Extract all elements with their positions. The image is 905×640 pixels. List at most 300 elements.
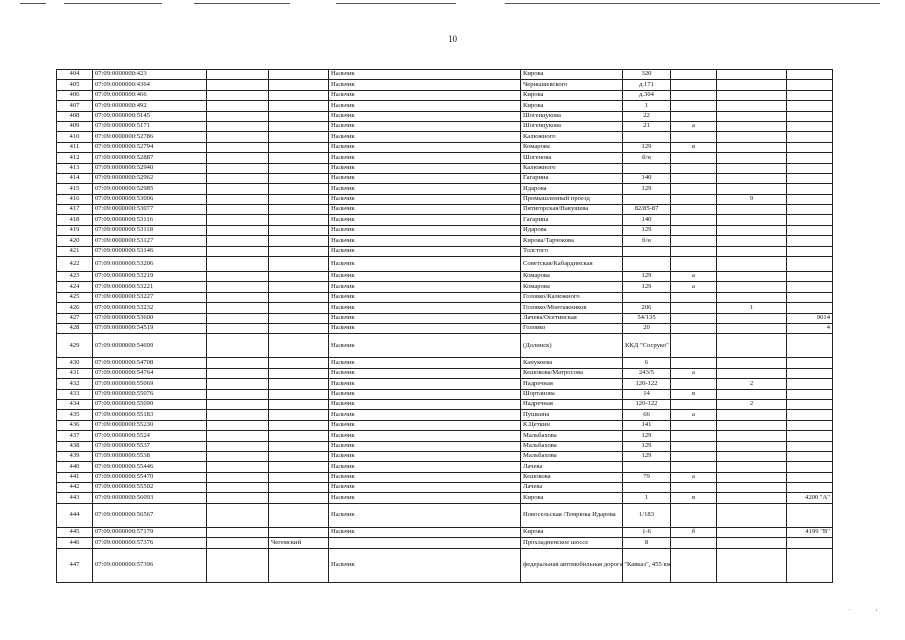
cell-street: Советская/Кабардинская <box>521 257 623 272</box>
cell-number: 412 <box>57 153 93 163</box>
cell-house: д.171 <box>623 80 671 90</box>
cell-letter <box>671 303 717 313</box>
cell-number: 404 <box>57 70 93 80</box>
cell-empty <box>207 184 269 194</box>
cell-building <box>717 323 787 333</box>
cell-district <box>269 132 329 142</box>
cell-number: 424 <box>57 282 93 292</box>
cell-building <box>717 101 787 111</box>
cell-extra <box>787 303 833 313</box>
cell-city: Нальчик <box>329 132 521 142</box>
cell-cadastral-number: 07:09:0000000:57179 <box>93 527 207 537</box>
cell-district <box>269 441 329 451</box>
table-row <box>57 121 833 131</box>
cell-street: Лачева <box>521 483 623 493</box>
cell-house: б/н <box>623 236 671 246</box>
cell-empty <box>207 282 269 292</box>
cell-number: 423 <box>57 272 93 282</box>
cell-empty <box>207 431 269 441</box>
table-row <box>57 313 833 323</box>
cell-number: 442 <box>57 483 93 493</box>
cell-cadastral-number: 07:09:0000000:55502 <box>93 483 207 493</box>
table-row <box>57 101 833 111</box>
cell-cadastral-number: 07:09:0000000:53227 <box>93 292 207 302</box>
cell-city: Нальчик <box>329 493 521 503</box>
cell-number: 443 <box>57 493 93 503</box>
cell-house: 120-122 <box>623 379 671 389</box>
cell-number: 414 <box>57 173 93 183</box>
cell-extra <box>787 246 833 256</box>
cell-street: Лачева/Осетинская <box>521 313 623 323</box>
cell-building <box>717 420 787 430</box>
cell-cadastral-number: 07:09:0000000:4364 <box>93 80 207 90</box>
cell-city: Нальчик <box>329 246 521 256</box>
cell-house <box>623 132 671 142</box>
cell-number: 420 <box>57 236 93 246</box>
cell-number: 417 <box>57 205 93 215</box>
cell-letter: а <box>671 121 717 131</box>
table-row <box>57 303 833 313</box>
cell-street: Кешокова/Матросова <box>521 368 623 378</box>
cell-letter <box>671 323 717 333</box>
cell-letter <box>671 246 717 256</box>
cell-city: Нальчик <box>329 379 521 389</box>
cell-extra <box>787 538 833 548</box>
cell-city: Нальчик <box>329 358 521 368</box>
cell-number: 409 <box>57 121 93 131</box>
cell-city: Нальчик <box>329 90 521 100</box>
cell-empty <box>207 538 269 548</box>
cell-street: Канукоева <box>521 358 623 368</box>
cell-city: Нальчик <box>329 389 521 399</box>
cell-street: Гагарина <box>521 173 623 183</box>
cell-cadastral-number: 07:09:0000000:54699 <box>93 334 207 358</box>
cell-number: 405 <box>57 80 93 90</box>
cell-building <box>717 111 787 121</box>
cell-empty <box>207 101 269 111</box>
cell-city: Нальчик <box>329 462 521 472</box>
cell-city: Нальчик <box>329 111 521 121</box>
cell-extra <box>787 503 833 527</box>
cell-extra <box>787 451 833 461</box>
cell-district <box>269 389 329 399</box>
cell-extra <box>787 282 833 292</box>
cell-house: 1 <box>623 493 671 503</box>
table-row <box>57 483 833 493</box>
cell-cadastral-number: 07:09:0000000:52794 <box>93 142 207 152</box>
cell-number: 435 <box>57 410 93 420</box>
cell-street: Идарова <box>521 184 623 194</box>
cell-district <box>269 225 329 235</box>
cell-empty <box>207 410 269 420</box>
cell-street: Шортанова <box>521 389 623 399</box>
cell-city: Нальчик <box>329 194 521 204</box>
cell-number: 425 <box>57 292 93 302</box>
cell-cadastral-number: 07:09:0000000:55230 <box>93 420 207 430</box>
cell-street: Шогенцукова <box>521 121 623 131</box>
cell-city: Нальчик <box>329 292 521 302</box>
cell-empty <box>207 272 269 282</box>
registry-rows <box>57 70 833 583</box>
cell-house: 140 <box>623 173 671 183</box>
cell-number: 422 <box>57 257 93 272</box>
cell-city: Нальчик <box>329 282 521 292</box>
cell-district <box>269 111 329 121</box>
cell-city: Нальчик <box>329 503 521 527</box>
cell-district <box>269 303 329 313</box>
cell-building <box>717 282 787 292</box>
cell-city: Нальчик <box>329 80 521 90</box>
cell-extra <box>787 153 833 163</box>
cell-city: Нальчик <box>329 548 521 582</box>
cell-extra <box>787 194 833 204</box>
cell-letter <box>671 111 717 121</box>
cell-extra <box>787 358 833 368</box>
cell-building <box>717 70 787 80</box>
cell-house: 1 <box>623 101 671 111</box>
cell-building <box>717 90 787 100</box>
table-row <box>57 132 833 142</box>
cell-cadastral-number: 07:09:0000000:492 <box>93 101 207 111</box>
cell-number: 440 <box>57 462 93 472</box>
cell-extra <box>787 272 833 282</box>
header-rule-5 <box>505 3 880 4</box>
cell-extra <box>787 142 833 152</box>
cell-building: 2 <box>717 399 787 409</box>
cell-empty <box>207 399 269 409</box>
cell-building <box>717 431 787 441</box>
cell-building <box>717 272 787 282</box>
cell-house <box>623 257 671 272</box>
cell-cadastral-number: 07:09:0000000:466 <box>93 90 207 100</box>
cell-building <box>717 538 787 548</box>
cell-district <box>269 121 329 131</box>
cell-building <box>717 153 787 163</box>
cell-extra <box>787 431 833 441</box>
cell-city: Нальчик <box>329 334 521 358</box>
cell-building <box>717 292 787 302</box>
cell-district <box>269 358 329 368</box>
cell-city <box>329 538 521 548</box>
cell-empty <box>207 313 269 323</box>
table-row <box>57 163 833 173</box>
cell-extra <box>787 410 833 420</box>
cell-letter: а <box>671 410 717 420</box>
table-row <box>57 173 833 183</box>
cell-city: Нальчик <box>329 205 521 215</box>
cell-building <box>717 462 787 472</box>
cell-number: 431 <box>57 368 93 378</box>
table-row <box>57 111 833 121</box>
cell-district <box>269 292 329 302</box>
cell-district <box>269 493 329 503</box>
cell-building <box>717 121 787 131</box>
cell-letter <box>671 483 717 493</box>
cell-extra <box>787 399 833 409</box>
cell-letter <box>671 548 717 582</box>
cell-street: Надречная <box>521 399 623 409</box>
cell-building: 2 <box>717 379 787 389</box>
table-row <box>57 236 833 246</box>
cell-district <box>269 153 329 163</box>
cell-empty <box>207 80 269 90</box>
cell-district <box>269 451 329 461</box>
cell-building: 1 <box>717 303 787 313</box>
cell-letter <box>671 358 717 368</box>
cell-street: Головко/Калюжного <box>521 292 623 302</box>
cell-extra <box>787 334 833 358</box>
cell-cadastral-number: 07:09:0000000:53146 <box>93 246 207 256</box>
cell-number: 413 <box>57 163 93 173</box>
cell-building <box>717 313 787 323</box>
cell-letter <box>671 292 717 302</box>
cell-cadastral-number: 07:09:0000000:54764 <box>93 368 207 378</box>
cell-extra <box>787 225 833 235</box>
table-row <box>57 205 833 215</box>
cell-number: 434 <box>57 399 93 409</box>
cell-city: Нальчик <box>329 184 521 194</box>
cell-city: Нальчик <box>329 451 521 461</box>
cell-building <box>717 225 787 235</box>
cell-number: 418 <box>57 215 93 225</box>
table-row <box>57 323 833 333</box>
cell-number: 407 <box>57 101 93 111</box>
cell-district <box>269 399 329 409</box>
cell-district <box>269 379 329 389</box>
cell-empty <box>207 334 269 358</box>
cell-city: Нальчик <box>329 323 521 333</box>
cell-letter: б <box>671 527 717 537</box>
cell-extra <box>787 389 833 399</box>
cell-cadastral-number: 07:09:0000000:52887 <box>93 153 207 163</box>
cell-letter <box>671 441 717 451</box>
cell-house: 129 <box>623 142 671 152</box>
cell-empty <box>207 205 269 215</box>
cell-letter <box>671 399 717 409</box>
cell-letter <box>671 313 717 323</box>
cell-street: Толстого <box>521 246 623 256</box>
cell-cadastral-number: 07:09:0000000:57396 <box>93 548 207 582</box>
cell-house: 129 <box>623 441 671 451</box>
cell-letter <box>671 538 717 548</box>
cell-district <box>269 368 329 378</box>
cell-house: б/н <box>623 153 671 163</box>
cell-city: Нальчик <box>329 472 521 482</box>
cell-cadastral-number: 07:09:0000000:57376 <box>93 538 207 548</box>
cell-house: 129 <box>623 225 671 235</box>
cell-street: Шогенова <box>521 153 623 163</box>
cell-number: 430 <box>57 358 93 368</box>
cell-extra <box>787 205 833 215</box>
cell-letter: в <box>671 142 717 152</box>
cell-letter <box>671 163 717 173</box>
cell-letter <box>671 70 717 80</box>
cell-district <box>269 70 329 80</box>
cell-district <box>269 246 329 256</box>
table-row <box>57 90 833 100</box>
cell-house: 79 <box>623 472 671 482</box>
cell-city: Нальчик <box>329 225 521 235</box>
cell-empty <box>207 173 269 183</box>
cell-building: 9 <box>717 194 787 204</box>
cell-letter <box>671 225 717 235</box>
cell-letter <box>671 451 717 461</box>
cell-building <box>717 236 787 246</box>
cell-cadastral-number: 07:09:0000000:5171 <box>93 121 207 131</box>
cell-number: 433 <box>57 389 93 399</box>
table-row <box>57 451 833 461</box>
cell-number: 438 <box>57 441 93 451</box>
cell-city: Нальчик <box>329 121 521 131</box>
cell-city: Нальчик <box>329 399 521 409</box>
cell-building <box>717 142 787 152</box>
cell-empty <box>207 503 269 527</box>
cell-cadastral-number: 07:09:0000000:53206 <box>93 257 207 272</box>
cell-empty <box>207 292 269 302</box>
cell-house: 1/183 <box>623 503 671 527</box>
cell-letter: а <box>671 472 717 482</box>
table-row <box>57 410 833 420</box>
cell-empty <box>207 225 269 235</box>
cell-city: Нальчик <box>329 142 521 152</box>
cell-district <box>269 462 329 472</box>
cell-street: Промышленный проезд <box>521 194 623 204</box>
cell-number: 426 <box>57 303 93 313</box>
table-row <box>57 441 833 451</box>
table-row <box>57 334 833 358</box>
cell-house: 1-6 <box>623 527 671 537</box>
cell-letter <box>671 462 717 472</box>
cell-house <box>623 163 671 173</box>
cell-house: 54/135 <box>623 313 671 323</box>
registry-table <box>56 69 833 583</box>
cell-cadastral-number: 07:09:0000000:53077 <box>93 205 207 215</box>
cell-district <box>269 184 329 194</box>
cell-letter <box>671 215 717 225</box>
cell-house: 120-122 <box>623 399 671 409</box>
cell-letter: в <box>671 389 717 399</box>
cell-extra <box>787 80 833 90</box>
cell-number: 437 <box>57 431 93 441</box>
cell-number: 436 <box>57 420 93 430</box>
cell-empty <box>207 548 269 582</box>
cell-number: 416 <box>57 194 93 204</box>
cell-street: Кешокова <box>521 472 623 482</box>
cell-letter <box>671 431 717 441</box>
cell-letter <box>671 334 717 358</box>
cell-house: 8 <box>623 538 671 548</box>
cell-empty <box>207 163 269 173</box>
cell-district <box>269 194 329 204</box>
cell-extra <box>787 483 833 493</box>
cell-street: Кирова/Тарчокова <box>521 236 623 246</box>
table-row <box>57 420 833 430</box>
cell-number: 432 <box>57 379 93 389</box>
cell-extra <box>787 548 833 582</box>
table-row <box>57 538 833 548</box>
cell-city: Нальчик <box>329 70 521 80</box>
cell-extra <box>787 121 833 131</box>
table-row <box>57 462 833 472</box>
cell-city: Нальчик <box>329 313 521 323</box>
cell-street: Головко/Монтажников <box>521 303 623 313</box>
cell-street: Калюжного <box>521 163 623 173</box>
cell-city: Нальчик <box>329 441 521 451</box>
scan-speck: , <box>876 606 878 612</box>
cell-district <box>269 142 329 152</box>
cell-cadastral-number: 07:09:0000000:5524 <box>93 431 207 441</box>
cell-building <box>717 80 787 90</box>
cell-empty <box>207 142 269 152</box>
cell-letter <box>671 184 717 194</box>
cell-building <box>717 503 787 527</box>
cell-cadastral-number: 07:09:0000000:5145 <box>93 111 207 121</box>
cell-district <box>269 431 329 441</box>
cell-letter <box>671 205 717 215</box>
cell-street: Прохладненское шоссе <box>521 538 623 548</box>
cell-extra: 4 <box>787 323 833 333</box>
cell-cadastral-number: 07:09:0000000:56567 <box>93 503 207 527</box>
cell-city: Нальчик <box>329 257 521 272</box>
table-row <box>57 70 833 80</box>
cell-extra <box>787 111 833 121</box>
cell-number: 406 <box>57 90 93 100</box>
cell-city: Нальчик <box>329 153 521 163</box>
cell-cadastral-number: 07:09:0000000:52985 <box>93 184 207 194</box>
cell-district <box>269 503 329 527</box>
cell-cadastral-number: 07:09:0000000:53232 <box>93 303 207 313</box>
cell-empty <box>207 132 269 142</box>
cell-letter <box>671 80 717 90</box>
header-rule-3 <box>194 3 290 4</box>
cell-cadastral-number: 07:09:0000000:52940 <box>93 163 207 173</box>
cell-building <box>717 451 787 461</box>
cell-house <box>623 246 671 256</box>
cell-cadastral-number: 07:09:0000000:53221 <box>93 282 207 292</box>
cell-extra <box>787 236 833 246</box>
cell-district <box>269 272 329 282</box>
cell-empty <box>207 493 269 503</box>
cell-house: 206 <box>623 303 671 313</box>
cell-building <box>717 132 787 142</box>
cell-letter <box>671 379 717 389</box>
cell-building <box>717 389 787 399</box>
table-row <box>57 548 833 582</box>
cell-city: Нальчик <box>329 483 521 493</box>
table-row <box>57 358 833 368</box>
cell-district <box>269 163 329 173</box>
table-row <box>57 472 833 482</box>
cell-house: ККД "Сосруко" <box>623 334 671 358</box>
cell-building <box>717 358 787 368</box>
cell-district <box>269 173 329 183</box>
cell-house: 22 <box>623 111 671 121</box>
cell-cadastral-number: 07:09:0000000:5537 <box>93 441 207 451</box>
cell-building <box>717 493 787 503</box>
table-row <box>57 368 833 378</box>
cell-building <box>717 184 787 194</box>
cell-district: Чегемский <box>269 538 329 548</box>
cell-cadastral-number: 07:09:0000000:55069 <box>93 379 207 389</box>
header-rule-2 <box>64 3 162 4</box>
cell-extra <box>787 257 833 272</box>
cell-building <box>717 215 787 225</box>
cell-cadastral-number: 07:09:0000000:53006 <box>93 194 207 204</box>
cell-extra <box>787 101 833 111</box>
cell-street: Гагарина <box>521 215 623 225</box>
cell-street: Мальбахова <box>521 431 623 441</box>
cell-city: Нальчик <box>329 368 521 378</box>
